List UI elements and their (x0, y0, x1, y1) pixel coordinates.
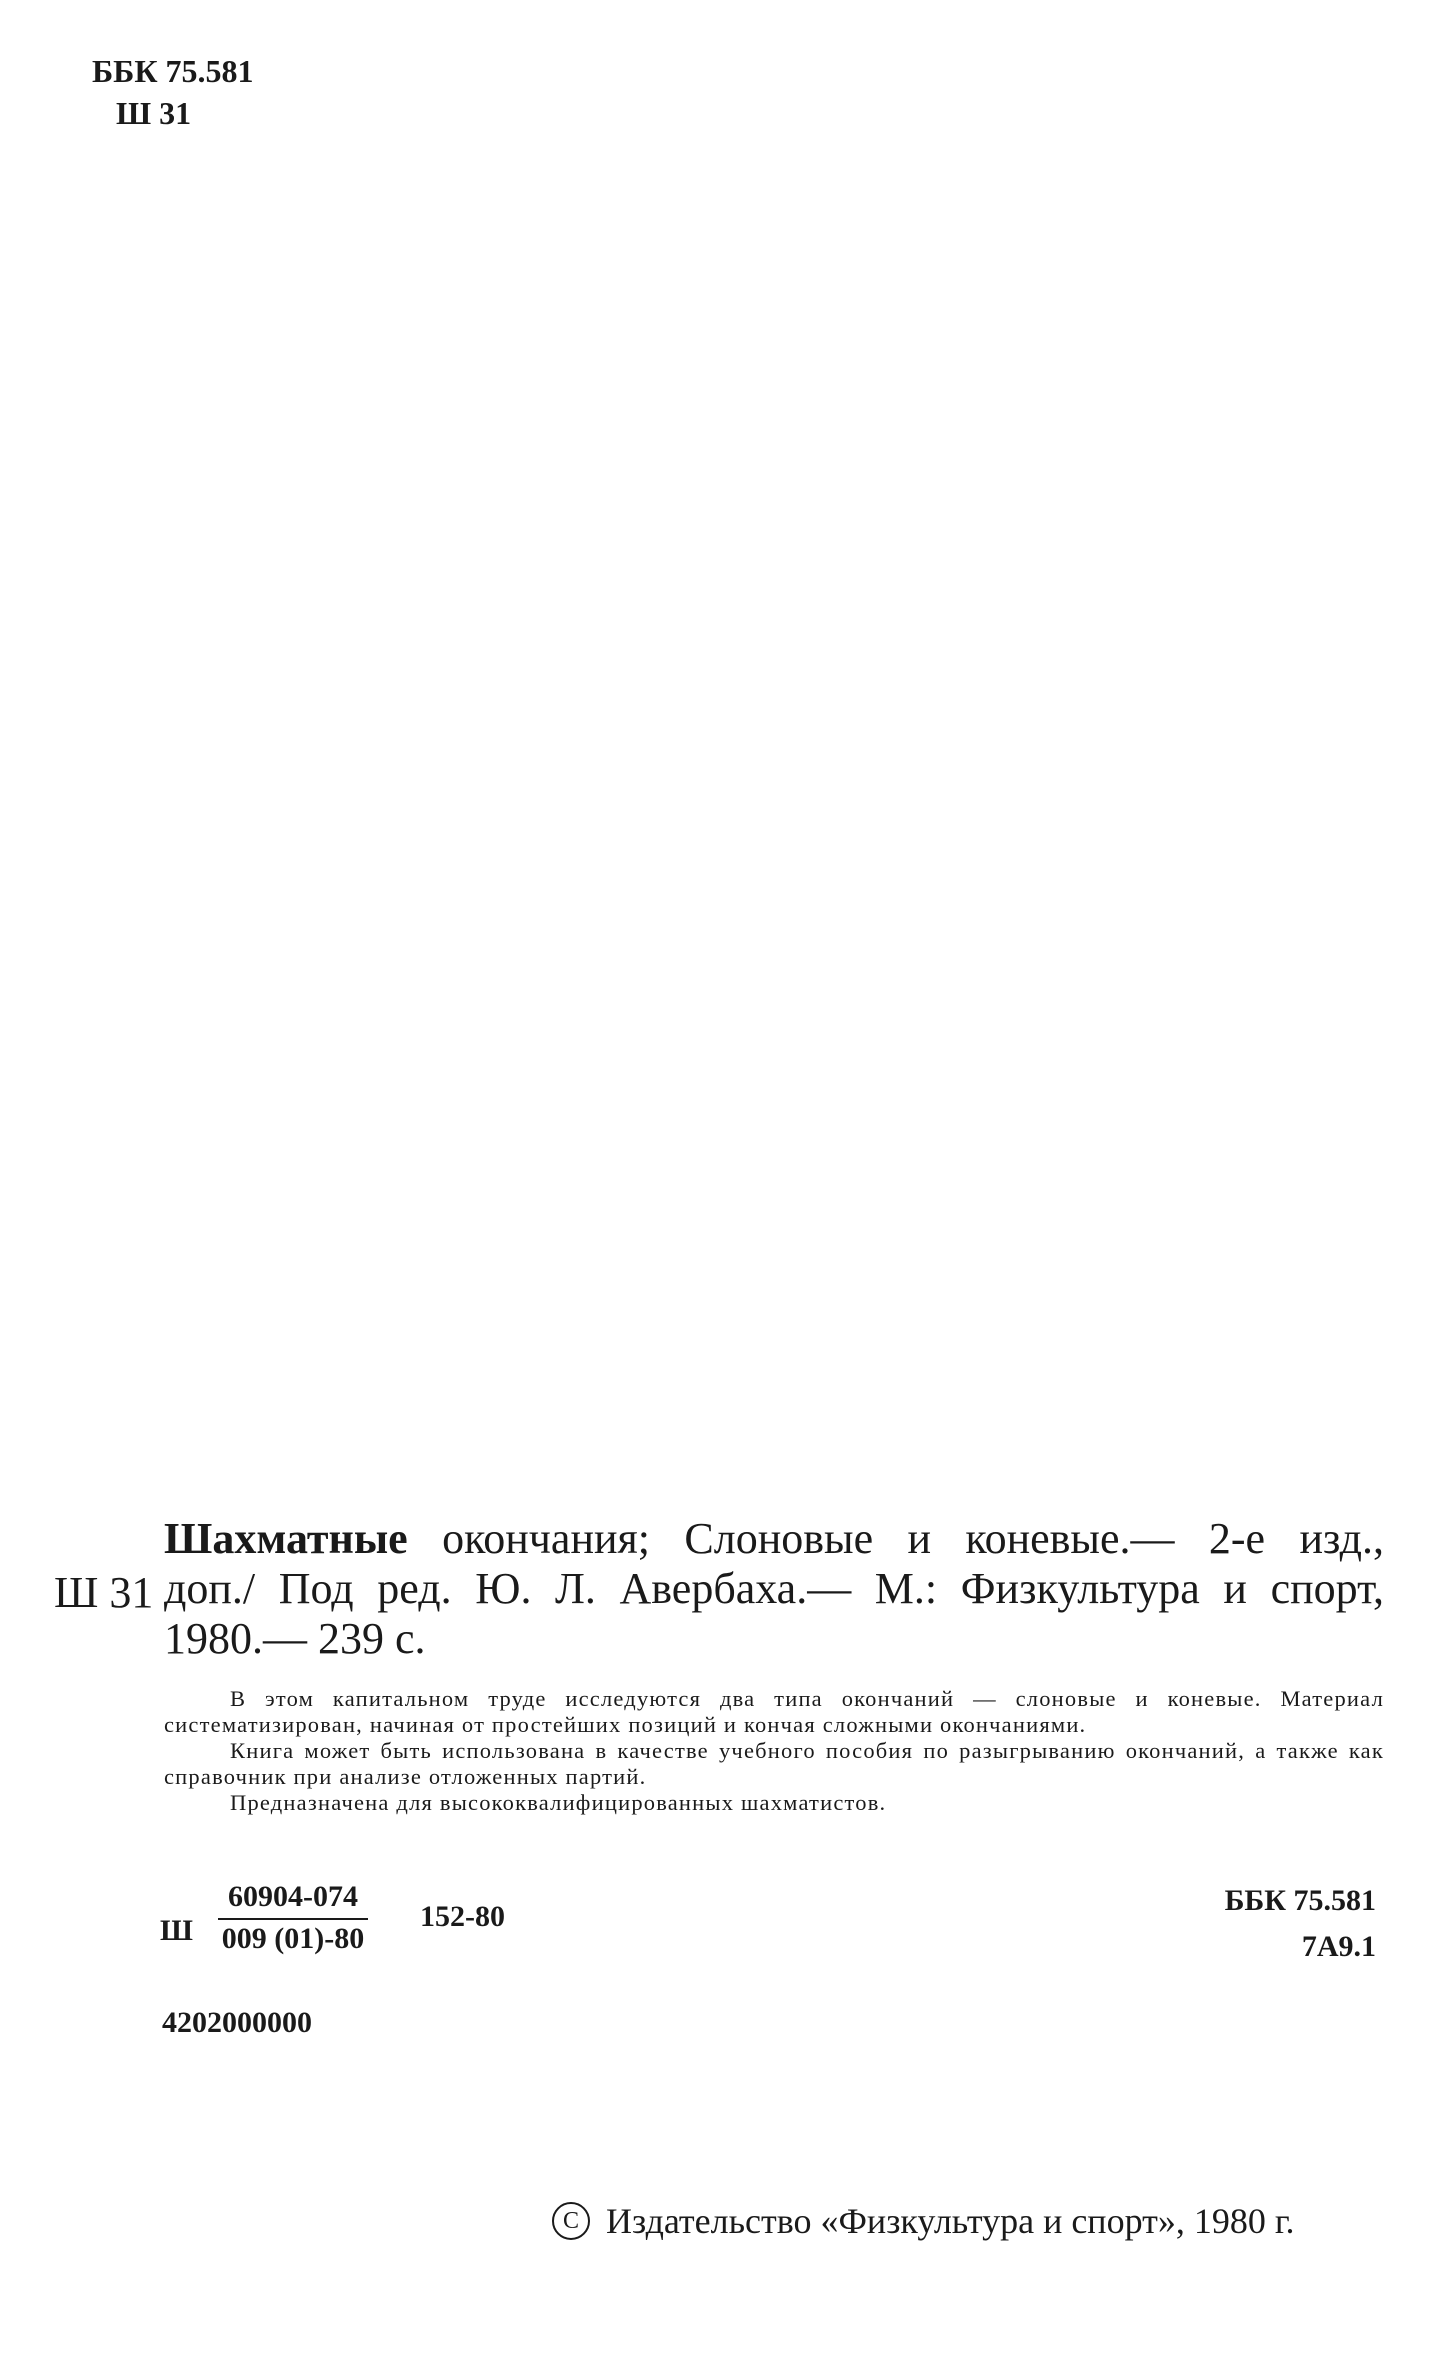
entry-line-1 (164, 1514, 1384, 1564)
author-mark-top: Ш 31 (116, 95, 192, 131)
entry-title-bold: Шахматные (164, 1514, 408, 1563)
catalog-entry (164, 1514, 1384, 1664)
card-index-mark: Ш 31 (54, 1568, 154, 1617)
code-fraction (218, 1880, 368, 1956)
entry-title-rest: окончания; Слоновые и коневые.— 2-е изд., (442, 1514, 1384, 1563)
code-letter: Ш (160, 1914, 193, 1947)
code-numerator: 60904-074 (218, 1880, 368, 1920)
annotation-paragraph-2: Книга может быть использована в качестве учебного пособия по разыгрыванию окончаний, а также как справочник при анализе отложенных партий. (164, 1738, 1384, 1789)
annotation-paragraph-1: В этом капитальном труде исследуются два типа окончаний — слоновые и коневые. Материал систематизирован, начиная от простейших позиций и кончая сложными окончаниями. (164, 1686, 1384, 1737)
copyright-icon: С (552, 2202, 590, 2240)
copyright-text: Издательство «Физкультура и спорт», 1980 г. (606, 2201, 1295, 2241)
entry-line-2: доп./ Под ред. Ю. Л. Авербаха.— М.: Физкультура и спорт, (164, 1564, 1384, 1613)
bbk-right-block (1225, 1878, 1376, 1970)
numeric-code: 4202000000 (162, 2006, 312, 2039)
entry-line-3: 1980.— 239 с. (164, 1614, 426, 1663)
bbk-right-sub: 7А9.1 (1301, 1930, 1376, 1963)
code-suffix: 152-80 (420, 1900, 505, 1933)
top-classification (92, 50, 254, 134)
annotation (164, 1686, 1384, 1816)
annotation-paragraph-3: Предназначена для высококвалифицированных шахматистов. (230, 1790, 887, 1815)
bbk-right-code: ББК 75.581 (1224, 1884, 1376, 1917)
bbk-code-top: ББК 75.581 (92, 53, 254, 89)
code-denominator: 009 (01)-80 (221, 1922, 365, 1955)
copyright-line (552, 2200, 1295, 2244)
